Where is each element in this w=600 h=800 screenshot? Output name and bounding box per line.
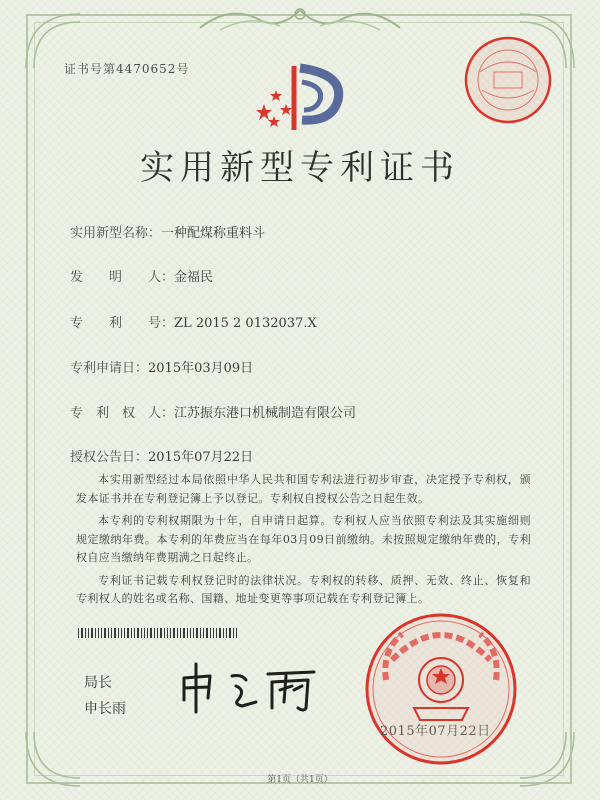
- director-name: 申长雨: [84, 701, 126, 717]
- field-inventor: [70, 266, 213, 285]
- body-paragraph: 本专利的专利权期限为十年，自申请日起算。专利权人应当依照专利法及其实施细则规定缴纳年费。本专利的年费应当在每年03月09日前缴纳。未按照规定缴纳年费的，专利权自应当缴纳年费期满之日起终止。: [76, 514, 531, 564]
- field-utility-model-name: [70, 222, 265, 241]
- seal-date: 2015年07月22日: [380, 724, 491, 739]
- field-label: 专 利 号：: [70, 316, 175, 331]
- field-value: 2015年03月09日: [148, 361, 254, 376]
- barcode-icon: [78, 628, 238, 638]
- director-title: 局长: [84, 675, 112, 691]
- field-patent-number: [70, 312, 317, 331]
- field-label: 专利申请日：: [70, 361, 149, 376]
- certificate-number: 证书号第4470652号: [64, 62, 190, 76]
- top-ornament-icon: [190, 0, 410, 34]
- field-value: 江苏振东港口机械制造有限公司: [174, 406, 357, 421]
- field-label: 专 利 权 人：: [70, 406, 175, 421]
- body-paragraph: 本实用新型经过本局依照中华人民共和国专利法进行初步审查，决定授予专利权，颁发本证书并在专利登记簿上予以登记。专利权自授权公告之日起生效。: [76, 473, 531, 505]
- field-value: 金福民: [174, 270, 214, 285]
- field-label: 发 明 人：: [70, 270, 175, 285]
- page-footer: 第1页（共1页）: [267, 775, 333, 785]
- signature-icon: [176, 656, 326, 718]
- agency-seal-icon: [460, 32, 556, 128]
- field-value: ZL 2015 2 0132037.X: [174, 316, 317, 331]
- field-label: 授权公告日：: [70, 450, 149, 465]
- field-label: 实用新型名称：: [70, 226, 162, 241]
- field-application-date: [70, 357, 253, 376]
- field-value: 一种配煤称重料斗: [161, 226, 266, 241]
- certificate-body: [76, 471, 531, 613]
- field-patentee: [70, 402, 356, 421]
- patent-office-logo-icon: [254, 60, 350, 134]
- field-value: 2015年07月22日: [148, 450, 254, 465]
- national-ip-seal-icon: [362, 610, 520, 768]
- field-grant-date: [70, 446, 253, 465]
- certificate-title: 实用新型专利证书: [140, 148, 460, 188]
- body-paragraph: 专利证书记载专利权登记时的法律状况。专利权的转移、质押、无效、终止、恢复和专利权人的姓名或名称、国籍、地址变更等事项记载在专利登记簿上。: [76, 573, 531, 605]
